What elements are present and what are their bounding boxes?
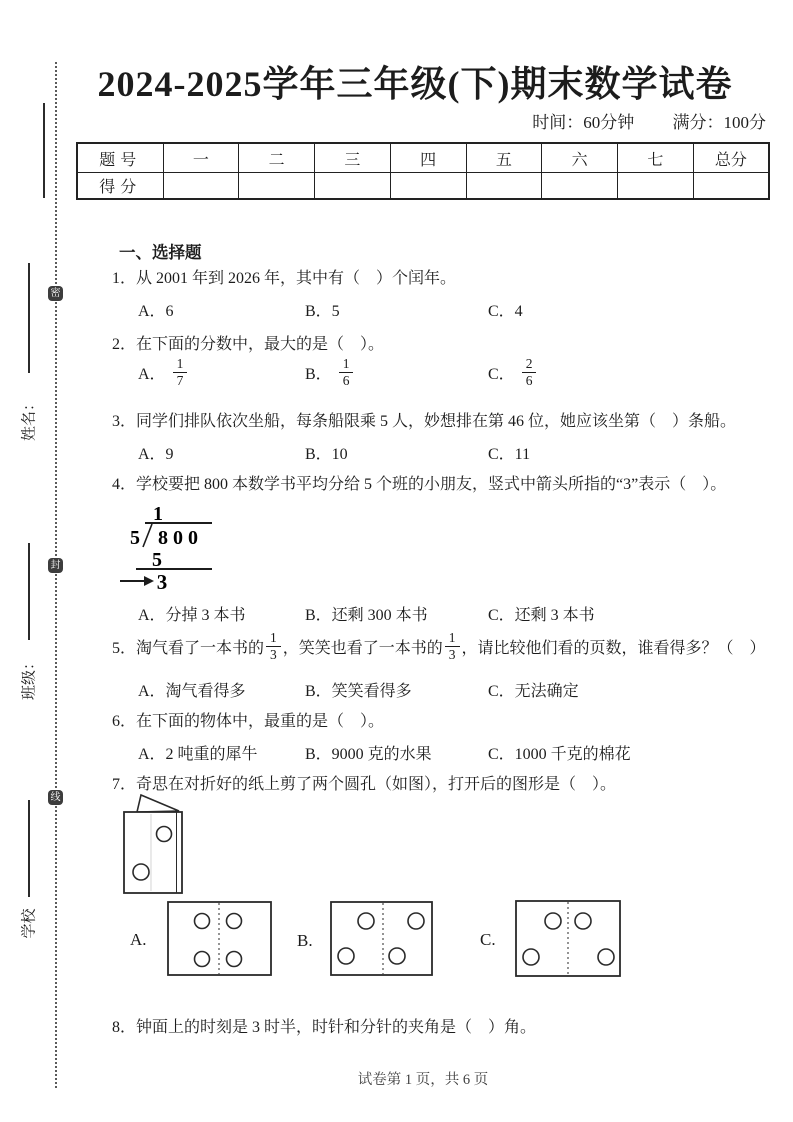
page-footer: 试卷第 1 页，共 6 页 [357, 1072, 489, 1088]
score-table [76, 142, 770, 200]
question-5-part1: 5．淘气看了一本书的 [112, 639, 265, 657]
blank-line [43, 103, 45, 198]
division-bracket [143, 524, 152, 547]
question-1-options [138, 298, 523, 321]
option-c: C．还剩 3 本书 [488, 607, 595, 624]
score-cell [163, 173, 239, 200]
col-5: 五 [466, 143, 542, 173]
school-label: 学校 [21, 908, 38, 939]
school-blank-line [28, 800, 30, 897]
fraction-2-6: $\frac{2}{6}$ [522, 356, 537, 388]
folded-paper-figure [115, 790, 190, 898]
fold-flap [137, 795, 179, 812]
question-8: 8．钟面上的时刻是 3 时半，时针和分针的夹角是（ ）角。 [112, 1019, 537, 1036]
fraction-1-7: $\frac{1}{7}$ [173, 356, 188, 388]
figure-option-c-label: C. [480, 930, 496, 949]
score-row [77, 173, 769, 200]
score-cell [693, 173, 769, 200]
question-4: 4．学校要把 800 本数学书平均分给 5 个班的小朋友，竖式中箭头所指的“3”表示（ ）。 [112, 476, 727, 493]
score-cell [315, 173, 391, 200]
name-blank-line [28, 263, 30, 373]
col-7: 七 [618, 143, 694, 173]
option-c: C．1000 千克的棉花 [488, 746, 631, 763]
question-3: 3．同学们排队依次坐船，每条船限乘 5 人，妙想排在第 46 位，她应该坐第（ ）条船。 [112, 413, 737, 430]
subtracted-value: 5 [152, 549, 162, 571]
score-cell [618, 173, 694, 200]
option-b: B．10 [305, 446, 348, 463]
option-b: B．9000 克的水果 [305, 746, 432, 763]
full-score: 满分：100分 [672, 113, 766, 132]
option-c: C．无法确定 [488, 683, 579, 700]
exam-meta [76, 108, 766, 133]
col-3: 三 [315, 143, 391, 173]
long-division-figure [112, 498, 222, 598]
figure-option-a [167, 901, 272, 976]
question-5-part3: ，请比较他们看的页数，谁看得多？（ ） [461, 639, 766, 657]
option-b: B．5 [305, 303, 340, 320]
fraction-1-3: $\frac{1}{3}$ [445, 630, 460, 662]
option-c [488, 356, 536, 388]
option-a: A．2 吨重的犀牛 [138, 746, 258, 763]
class-label: 班级： [21, 655, 38, 701]
figure-option-a-label: A. [130, 930, 147, 949]
col-6: 六 [542, 143, 618, 173]
option-b: B．还剩 300 本书 [305, 607, 428, 624]
option-c-label: C． [488, 365, 515, 383]
score-cell [466, 173, 542, 200]
option-c: C．11 [488, 446, 531, 463]
score-table-header: 题号 [77, 143, 163, 173]
seal-char-feng: 封 [48, 558, 63, 573]
option-a-label: A． [138, 365, 166, 383]
name-label: 姓名： [21, 396, 38, 442]
figure-option-b [330, 901, 433, 976]
time-limit: 时间：60分钟 [532, 113, 635, 132]
score-row-label: 得分 [77, 173, 163, 200]
question-number-row [77, 143, 769, 173]
score-cell [542, 173, 618, 200]
question-7: 7．奇思在对折好的纸上剪了两个圆孔（如图），打开后的图形是（ ）。 [112, 776, 617, 793]
question-6: 6．在下面的物体中，最重的是（ ）。 [112, 713, 385, 730]
seal-dotted-line [55, 62, 57, 1088]
col-total: 总分 [693, 143, 769, 173]
option-a: A．分掉 3 本书 [138, 607, 246, 624]
question-4-options [138, 602, 595, 625]
col-1: 一 [163, 143, 239, 173]
arrow-head [144, 576, 154, 586]
question-2: 2．在下面的分数中，最大的是（ ）。 [112, 336, 385, 353]
option-b-label: B． [305, 365, 332, 383]
option-a: A．6 [138, 303, 174, 320]
option-a [138, 356, 305, 388]
figure-option-c [515, 900, 621, 977]
option-a: A．9 [138, 446, 174, 463]
divisor: 5 [130, 527, 140, 549]
quotient: 1 [153, 503, 163, 525]
question-5-part2: ，笑笑也看了一本书的 [282, 639, 443, 657]
remainder: 3 [156, 570, 168, 594]
question-3-options [138, 441, 530, 464]
fraction-1-3: $\frac{1}{3}$ [266, 630, 281, 662]
question-6-options [138, 741, 631, 764]
class-blank-line [28, 543, 30, 640]
fraction-1-6: $\frac{1}{6}$ [339, 356, 354, 388]
col-2: 二 [239, 143, 315, 173]
option-c: C．4 [488, 303, 523, 320]
question-5 [112, 630, 766, 662]
dividend: 8 0 0 [158, 527, 198, 549]
section-title: 一、选择题 [119, 243, 202, 262]
figure-option-b-label: B. [297, 931, 313, 950]
question-5-options [138, 678, 579, 701]
question-1: 1．从 2001 年到 2026 年，其中有（ ）个闰年。 [112, 270, 457, 287]
option-b [305, 356, 488, 388]
seal-char-xian: 线 [48, 790, 63, 805]
page-title: 2024-2025学年三年级(下)期末数学试卷 [97, 64, 733, 104]
col-4: 四 [390, 143, 466, 173]
option-b: B．笑笑看得多 [305, 683, 412, 700]
seal-char-mi: 密 [48, 286, 63, 301]
question-2-options [138, 356, 536, 388]
score-cell [239, 173, 315, 200]
paper-rect [124, 812, 182, 893]
option-a: A．淘气看得多 [138, 683, 246, 700]
score-cell [390, 173, 466, 200]
